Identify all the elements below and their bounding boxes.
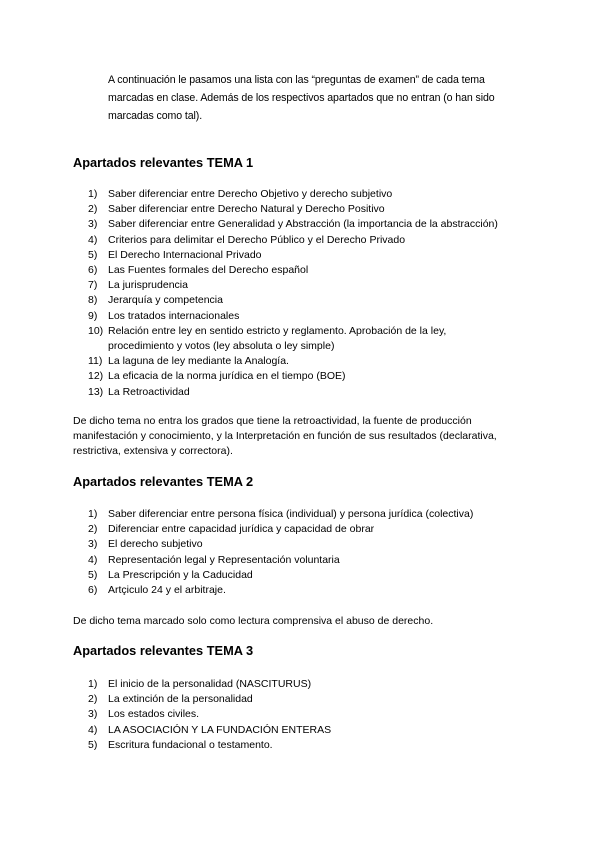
note-line: De dicho tema no entra los grados que tiene la retroactividad, la fuente de producción <box>73 415 472 427</box>
list-item <box>88 723 538 738</box>
tema2-heading: Apartados relevantes TEMA 2 <box>73 474 254 489</box>
list-text: Los estados civiles. <box>108 708 200 721</box>
list-item <box>88 309 538 324</box>
list-number: 3) <box>88 708 98 721</box>
list-text: Los tratados internacionales <box>108 309 240 322</box>
list-number: 10) <box>88 324 104 337</box>
list-number: 4) <box>88 723 98 736</box>
list-text: Jerarquía y competencia <box>108 294 223 307</box>
list-number: 3) <box>88 218 98 231</box>
list-text: Diferenciar entre capacidad jurídica y capacidad de obrar <box>108 523 375 536</box>
list-number: 8) <box>88 294 98 307</box>
list-text: El Derecho Internacional Privado <box>108 248 262 261</box>
list-number: 3) <box>88 538 98 551</box>
list-item <box>88 537 538 552</box>
list-text-continuation: procedimiento y votos (ley absoluta o ley simple) <box>108 340 335 353</box>
list-item <box>88 187 538 202</box>
list-text: LA ASOCIACIÓN Y LA FUNDACIÓN ENTERAS <box>108 723 332 736</box>
list-number: 5) <box>88 738 98 751</box>
list-number: 2) <box>88 523 98 536</box>
list-text: La Prescripción y la Caducidad <box>108 568 253 581</box>
tema3-list <box>88 677 538 753</box>
list-item <box>88 263 538 278</box>
list-item <box>88 278 538 293</box>
list-item <box>88 707 538 722</box>
list-item <box>88 568 538 583</box>
list-item <box>88 354 538 369</box>
list-number: 12) <box>88 370 104 383</box>
list-item <box>88 324 538 354</box>
list-text: Criterios para delimitar el Derecho Público y el Derecho Privado <box>108 233 406 246</box>
list-text: Representación legal y Representación voluntaria <box>108 553 340 566</box>
note-line: manifestación y conocimiento, y la Interpretación en función de sus resultados (declarativa, <box>73 430 497 443</box>
list-number: 5) <box>88 568 98 581</box>
tema1-list <box>88 187 538 400</box>
list-text: Saber diferenciar entre Derecho Objetivo y derecho subjetivo <box>108 188 393 200</box>
list-number: 7) <box>88 279 98 292</box>
list-text: Artçiculo 24 y el arbitraje. <box>108 584 226 597</box>
list-item <box>88 677 538 692</box>
list-item <box>88 369 538 384</box>
tema3-heading: Apartados relevantes TEMA 3 <box>73 643 254 658</box>
list-number: 5) <box>88 248 98 261</box>
list-item <box>88 217 538 232</box>
tema1-note <box>73 414 543 460</box>
list-text: El inicio de la personalidad (NASCITURUS) <box>108 678 312 690</box>
intro-line: marcadas como tal). <box>108 110 203 122</box>
list-text: Saber diferenciar entre Derecho Natural y Derecho Positivo <box>108 203 385 216</box>
list-item <box>88 522 538 537</box>
list-text: La laguna de ley mediante la Analogía. <box>108 355 289 368</box>
note-line: restrictiva, extensiva y correctora). <box>73 445 233 458</box>
list-number: 4) <box>88 553 98 566</box>
list-number: 4) <box>88 233 98 246</box>
list-number: 11) <box>88 355 103 368</box>
list-item <box>88 583 538 598</box>
list-item <box>88 507 538 522</box>
list-number: 6) <box>88 264 98 277</box>
list-number: 2) <box>88 693 98 706</box>
list-text: El derecho subjetivo <box>108 538 203 551</box>
intro-paragraph <box>108 71 548 125</box>
list-number: 1) <box>88 188 98 200</box>
list-item <box>88 202 538 217</box>
list-text: Relación entre ley en sentido estricto y reglamento. Aprobación de la ley, <box>108 324 447 337</box>
list-number: 6) <box>88 584 98 597</box>
list-item <box>88 553 538 568</box>
list-text: Las Fuentes formales del Derecho español <box>108 264 309 277</box>
tema2-list <box>88 507 538 598</box>
list-number: 2) <box>88 203 98 216</box>
list-text: La Retroactividad <box>108 385 190 398</box>
list-number: 1) <box>88 678 98 690</box>
list-text: Escritura fundacional o testamento. <box>108 738 273 751</box>
list-item <box>88 738 538 753</box>
list-item <box>88 248 538 263</box>
list-number: 1) <box>88 508 98 520</box>
list-number: 13) <box>88 385 104 398</box>
list-text: Saber diferenciar entre Generalidad y Abstracción (la importancia de la abstracción) <box>108 218 498 231</box>
list-text: Saber diferenciar entre persona física (individual) y persona jurídica (colectiva) <box>108 508 474 520</box>
list-item <box>88 385 538 400</box>
list-item <box>88 233 538 248</box>
list-item <box>88 293 538 308</box>
list-number: 9) <box>88 309 98 322</box>
tema2-note: De dicho tema marcado solo como lectura comprensiva el abuso de derecho. <box>73 615 434 627</box>
list-item <box>88 692 538 707</box>
intro-line: marcadas en clase. Además de los respectivos apartados que no entran (o han sido <box>108 92 495 104</box>
tema1-heading: Apartados relevantes TEMA 1 <box>73 155 254 170</box>
list-text: La extinción de la personalidad <box>108 693 253 706</box>
list-text: La eficacia de la norma jurídica en el tiempo (BOE) <box>108 370 346 383</box>
intro-line: A continuación le pasamos una lista con las “preguntas de examen” de cada tema <box>108 74 485 86</box>
list-text: La jurisprudencia <box>108 279 188 292</box>
